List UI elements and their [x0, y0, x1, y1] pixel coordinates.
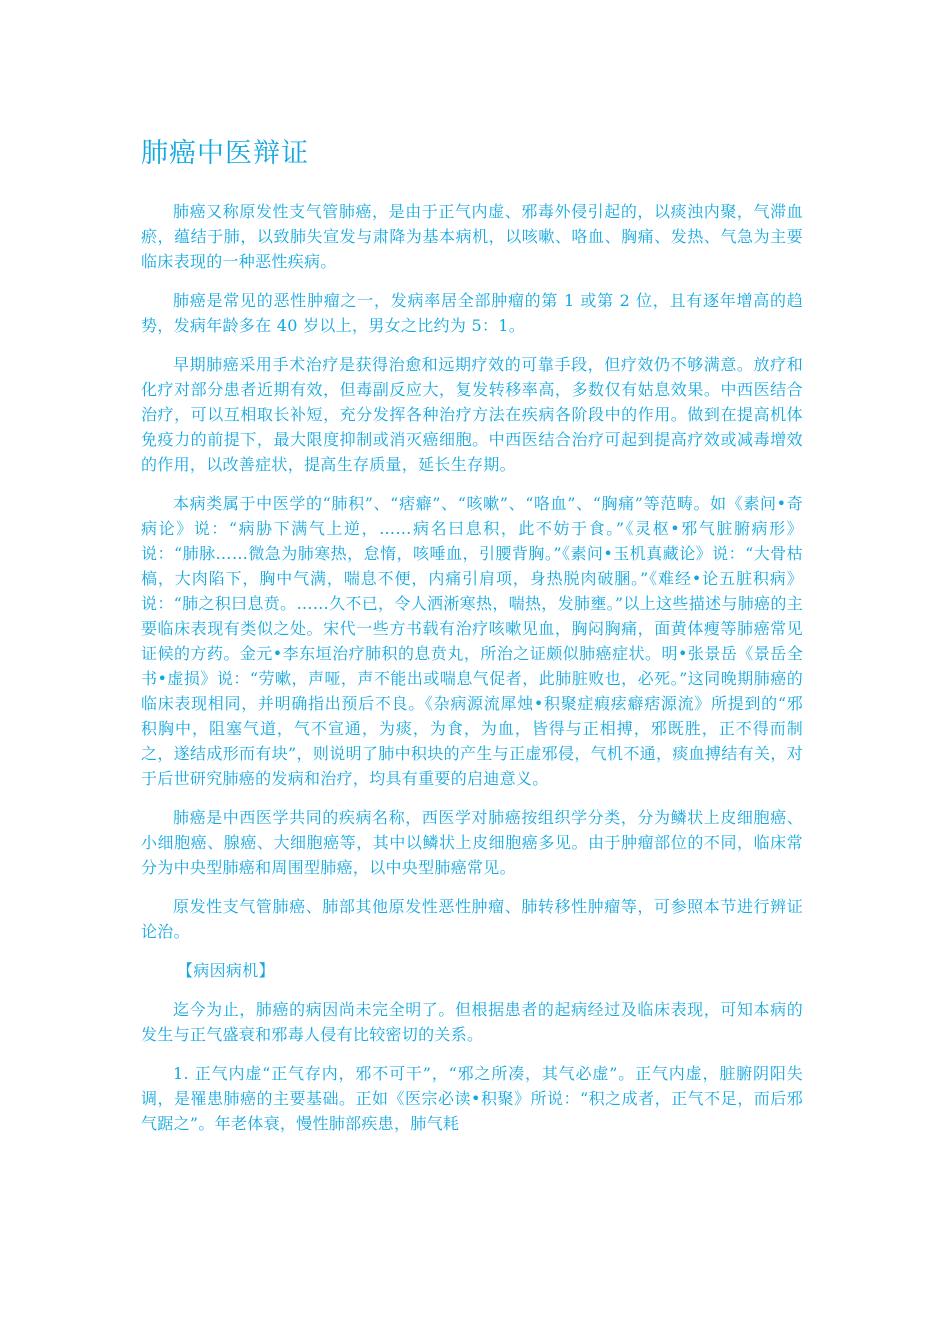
- paragraph: 肺癌是中西医学共同的疾病名称，西医学对肺癌按组织学分类，分为鳞状上皮细胞癌、小细胞癌、腺癌、大细胞癌等，其中以鳞状上皮细胞癌多见。由于肿瘤部位的不同，临床常分为中央型肺癌和周围型肺癌，以中央型肺癌常见。: [141, 808, 803, 877]
- paragraph: 原发性支气管肺癌、肺部其他原发性恶性肿瘤、肺转移性肿瘤等，可参照本节进行辨证论治。: [141, 897, 803, 941]
- paragraph: 早期肺癌采用手术治疗是获得治愈和远期疗效的可靠手段，但疗效仍不够满意。放疗和化疗对部分患者近期有效，但毒副反应大，复发转移率高，多数仅有姑息效果。中西医结合治疗，可以互相取长补短，充分发挥各种治疗方法在疾病各阶段中的作用。做到在提高机体免疫力的前提下，最大限度抑制或消灭癌细胞。中西医结合治疗可起到提高疗效或减毒增效的作用，以改善症状，提高生存质量，延长生存期。: [141, 355, 803, 474]
- paragraph: 迄今为止，肺癌的病因尚未完全明了。但根据患者的起病经过及临床表现，可知本病的发生与正气盛衰和邪毒人侵有比较密切的关系。: [141, 1000, 803, 1044]
- page-title: 肺癌中医辩证: [141, 138, 309, 169]
- paragraph: 肺癌又称原发性支气管肺癌，是由于正气内虚、邪毒外侵引起的，以痰浊内聚，气滞血瘀，蕴结于肺，以致肺失宣发与肃降为基本病机，以咳嗽、咯血、胸痛、发热、气急为主要临床表现的一种恶性疾病。: [141, 202, 803, 271]
- paragraph: 肺癌是常见的恶性肿瘤之一，发病率居全部肿瘤的第 1 或第 2 位，且有逐年增高的趋势，发病年龄多在 40 岁以上，男女之比约为 5：1。: [141, 291, 803, 335]
- section-heading: 【病因病机】: [177, 961, 275, 980]
- paragraph: 1. 正气内虚“正气存内，邪不可干”，“邪之所凑，其气必虚”。正气内虚，脏腑阴阳失调，是罹患肺癌的主要基础。正如《医宗必读•积聚》所说：“积之成者，正气不足，而后邪气踞之”。年老体衰，慢性肺部疾患，肺气耗: [141, 1064, 803, 1133]
- paragraph: 本病类属于中医学的“肺积”、“痞癖”、“咳嗽”、“咯血”、“胸痛”等范畴。如《素问•奇病论》说：“病胁下满气上逆，……病名曰息积，此不妨于食。”《灵枢•邪气脏腑病形》说：“肺脉……微急为肺寒热，怠惰，咳唾血，引腰背胸。”《素问•玉机真藏论》说：“大骨枯槁，大肉陷下，胸中气满，喘息不便，内痛引肩项，身热脱肉破䐃。”《难经•论五脏积病》说：“肺之积曰息贲。……久不已，令人洒淅寒热，喘热，发肺壅。”以上这些描述与肺癌的主要临床表现有类似之处。宋代一些方书载有治疗咳嗽见血，胸闷胸痛，面黄体瘦等肺癌常见证候的方药。金元•李东垣治疗肺积的息贲丸，所治之证颇似肺癌症状。明•张景岳《景岳全书•虚损》说：“劳嗽，声哑，声不能出或喘息气促者，此肺脏败也，必死。”这同晚期肺癌的临床表现相同，并明确指出预后不良。《杂病源流犀烛•积聚症瘕痃癖痞源流》所提到的“邪积胸中，阻塞气道，气不宣通，为痰，为食，为血，皆得与正相搏，邪既胜，正不得而制之，遂结成形而有块”，则说明了肺中积块的产生与正虚邪侵，气机不通，痰血搏结有关，对于后世研究肺癌的发病和治疗，均具有重要的启迪意义。: [141, 494, 803, 788]
- document-body: [141, 199, 803, 1150]
